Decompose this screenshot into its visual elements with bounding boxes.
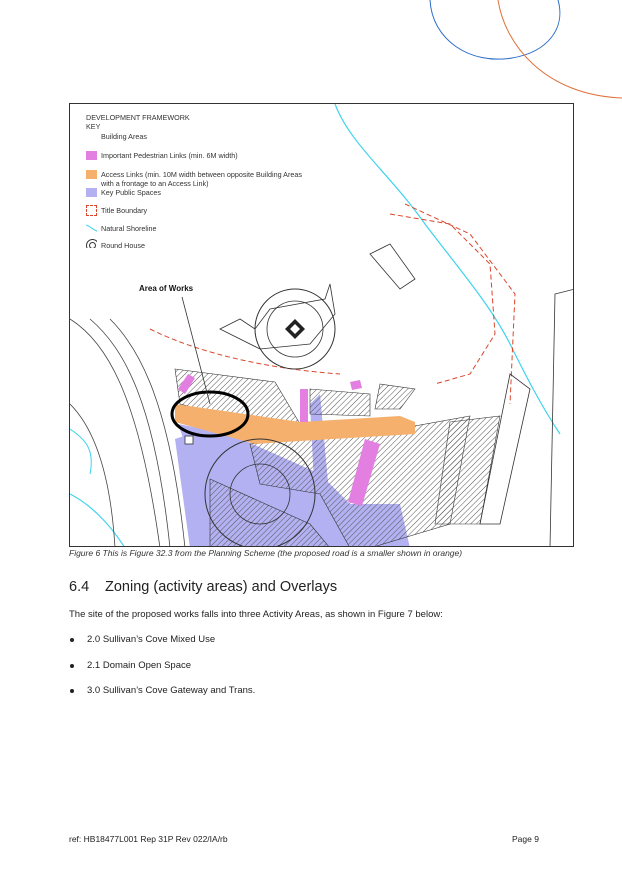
access-swatch: [86, 170, 97, 179]
list-item: 3.0 Sullivan’s Cove Gateway and Trans.: [69, 685, 255, 711]
footer-reference: ref: HB18477L001 Rep 31P Rev 022/IA/rb: [69, 834, 228, 844]
key-subtitle: KEY: [86, 122, 101, 131]
header-decoration: [0, 0, 622, 110]
development-framework-figure: [69, 103, 574, 547]
public-space-swatch: [86, 188, 97, 197]
key-title: DEVELOPMENT FRAMEWORK: [86, 113, 190, 122]
bullet-icon: [70, 689, 74, 693]
title-boundary: [390, 214, 495, 384]
section-intro: The site of the proposed works falls into three Activity Areas, as shown in Figure 7 below:: [69, 609, 443, 620]
pedestrian-swatch: [86, 151, 97, 160]
figure-caption: Figure 6 This is Figure 32.3 from the Planning Scheme (the proposed road is a smaller shown in orange): [69, 548, 463, 558]
round-house-icon: [86, 239, 97, 248]
list-item: 2.1 Domain Open Space: [69, 660, 255, 686]
section-heading: [69, 579, 337, 595]
bullet-icon: [70, 664, 74, 668]
shoreline-line-icon: [86, 224, 97, 233]
list-item: 2.0 Sullivan’s Cove Mixed Use: [69, 634, 255, 660]
shoreline-line: [335, 104, 560, 434]
bullet-icon: [70, 638, 74, 642]
figure-key: DEVELOPMENT FRAMEWORK KEY Building Areas Important Pedestrian Links (min. 6M width) Access Links (min. 10M width between opposite Building Areas with a frontage to an Access Link) Key Public Spaces Title Boundary Natural Shoreline Round House: [86, 113, 302, 250]
section-title: Zoning (activity areas) and Overlays: [105, 579, 338, 595]
page-number: Page 9: [512, 834, 539, 844]
dashed-box-icon: [86, 205, 97, 216]
activity-areas-list: [69, 634, 255, 711]
section-number: 6.4: [69, 579, 90, 595]
area-of-works-label: Area of Works: [139, 284, 194, 293]
